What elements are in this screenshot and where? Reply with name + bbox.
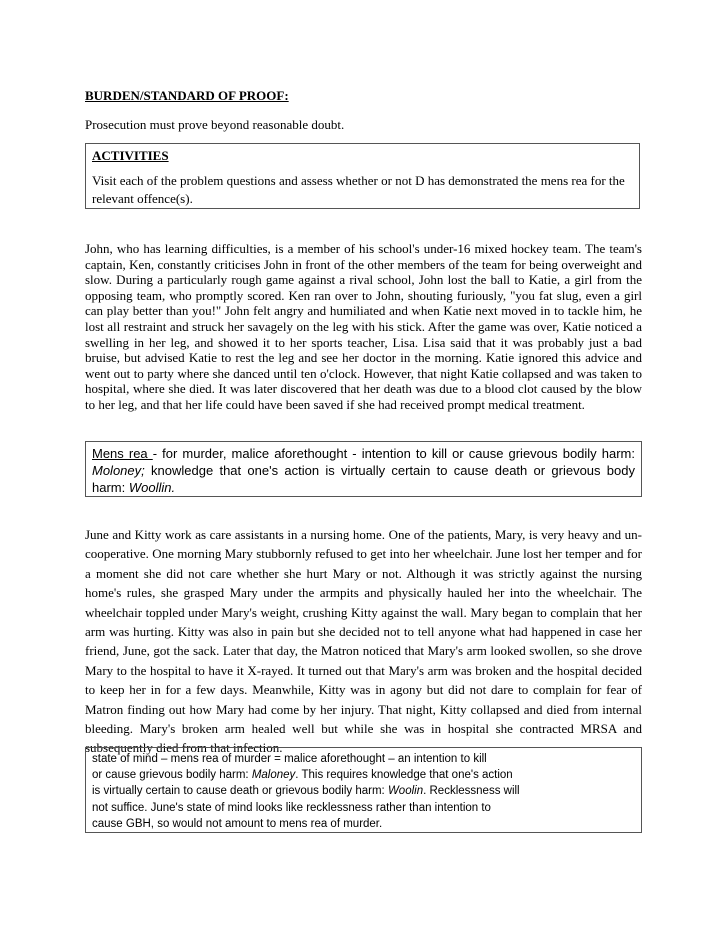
- state-line-2a: or cause grievous bodily harm:: [92, 769, 252, 782]
- state-case-woolin: Woolin: [387, 785, 424, 798]
- mens-rea-box: [85, 441, 642, 497]
- state-line-3a: is virtually certain to cause death or grievous bodily harm:: [92, 785, 388, 798]
- mens-rea-text-2: knowledge that one's action is virtually certain to cause death or grievous body harm:: [92, 463, 635, 495]
- mens-rea-label: Mens rea: [92, 446, 153, 461]
- state-line-3b: . Recklessness will: [423, 785, 520, 798]
- state-line-2b: . This requires knowledge that one's action: [295, 769, 513, 782]
- state-line-2: [92, 767, 635, 783]
- state-line-4: not suffice. June's state of mind looks like recklessness rather than intention to: [92, 801, 491, 814]
- standard-of-proof-text: Prosecution must prove beyond reasonable doubt.: [85, 117, 345, 132]
- state-of-mind-box: [85, 747, 642, 833]
- mens-rea-case-1: Moloney;: [92, 463, 145, 478]
- state-case-maloney: Maloney: [251, 769, 296, 782]
- activities-text: Visit each of the problem questions and assess whether or not D has demonstrated the mens rea for the relevant offence(s).: [92, 173, 625, 206]
- mens-rea-text-1: - for murder, malice aforethought - intention to kill or cause grievous bodily harm:: [152, 446, 635, 461]
- activities-title: ACTIVITIES: [92, 148, 169, 163]
- activities-box: [85, 143, 640, 209]
- mens-rea-case-2: Woollin.: [128, 480, 176, 495]
- state-line-5: cause GBH, so would not amount to mens rea of murder.: [92, 817, 383, 830]
- section-heading: BURDEN/STANDARD OF PROOF:: [85, 88, 289, 103]
- state-line-1: state of mind – mens rea of murder = malice aforethought – an intention to kill: [92, 753, 487, 765]
- problem-question-2: June and Kitty work as care assistants in a nursing home. One of the patients, Mary, is very heavy and un-cooperative. One morning Mary stubbornly refused to get into her wheelchair. June lost her temper and for a moment she did not care whether she hurt Mary or not. Although it was strictly against the nursing home's rules, she grasped Mary under the armpits and physically hauled her into the wheelchair. The wheelchair toppled under Mary's weight, crushing Kitty against the wall. Mary began to complain that her arm was hurting. Kitty was also in pain but she decided not to tell anyone what had happened in case her friend, June, got the sack. Later that day, the Matron noticed that Mary's arm looked swollen, so she drove Mary to the hospital to have it X-rayed. It turned out that Mary's arm was broken and the hospital decided to keep her in for a few days. Meanwhile, Kitty was in agony but did not dare to complain for fear of Matron finding out how Mary had come by her injury. That night, Kitty collapsed and died from internal bleeding. Mary's broken arm healed well but while she was in hospital she contracted MRSA and subsequently died from that infection.: [85, 527, 642, 756]
- state-line-3: [92, 783, 635, 799]
- problem-question-1: John, who has learning difficulties, is a member of his school's under-16 mixed hockey team. The team's captain, Ken, constantly criticises John in front of the other members of the team for being overweight and slow. During a particularly rough game against a rival school, John lost the ball to Katie, a girl from the opposing team, who promptly scored. Ken ran over to John, shouting furiously, "you fat slug, even a girl can play better than you!" John felt angry and humiliated and when Katie next moved in to tackle him, he lost all restraint and struck her savagely on the leg with his stick. After the game was over, Katie noticed a swelling in her leg, and showed it to her sports teacher, Lisa. Lisa said that it was probably just a bad bruise, but advised Katie to rest the leg and see her doctor in the morning. Katie ignored this advice and went out to party where she danced until ten o'clock. However, that night Katie collapsed and was taken to hospital, where she died. It was later discovered that her death was due to a blood clot caused by the blow to her leg, and that her life could have been saved if she had received prompt medical treatment.: [85, 241, 642, 412]
